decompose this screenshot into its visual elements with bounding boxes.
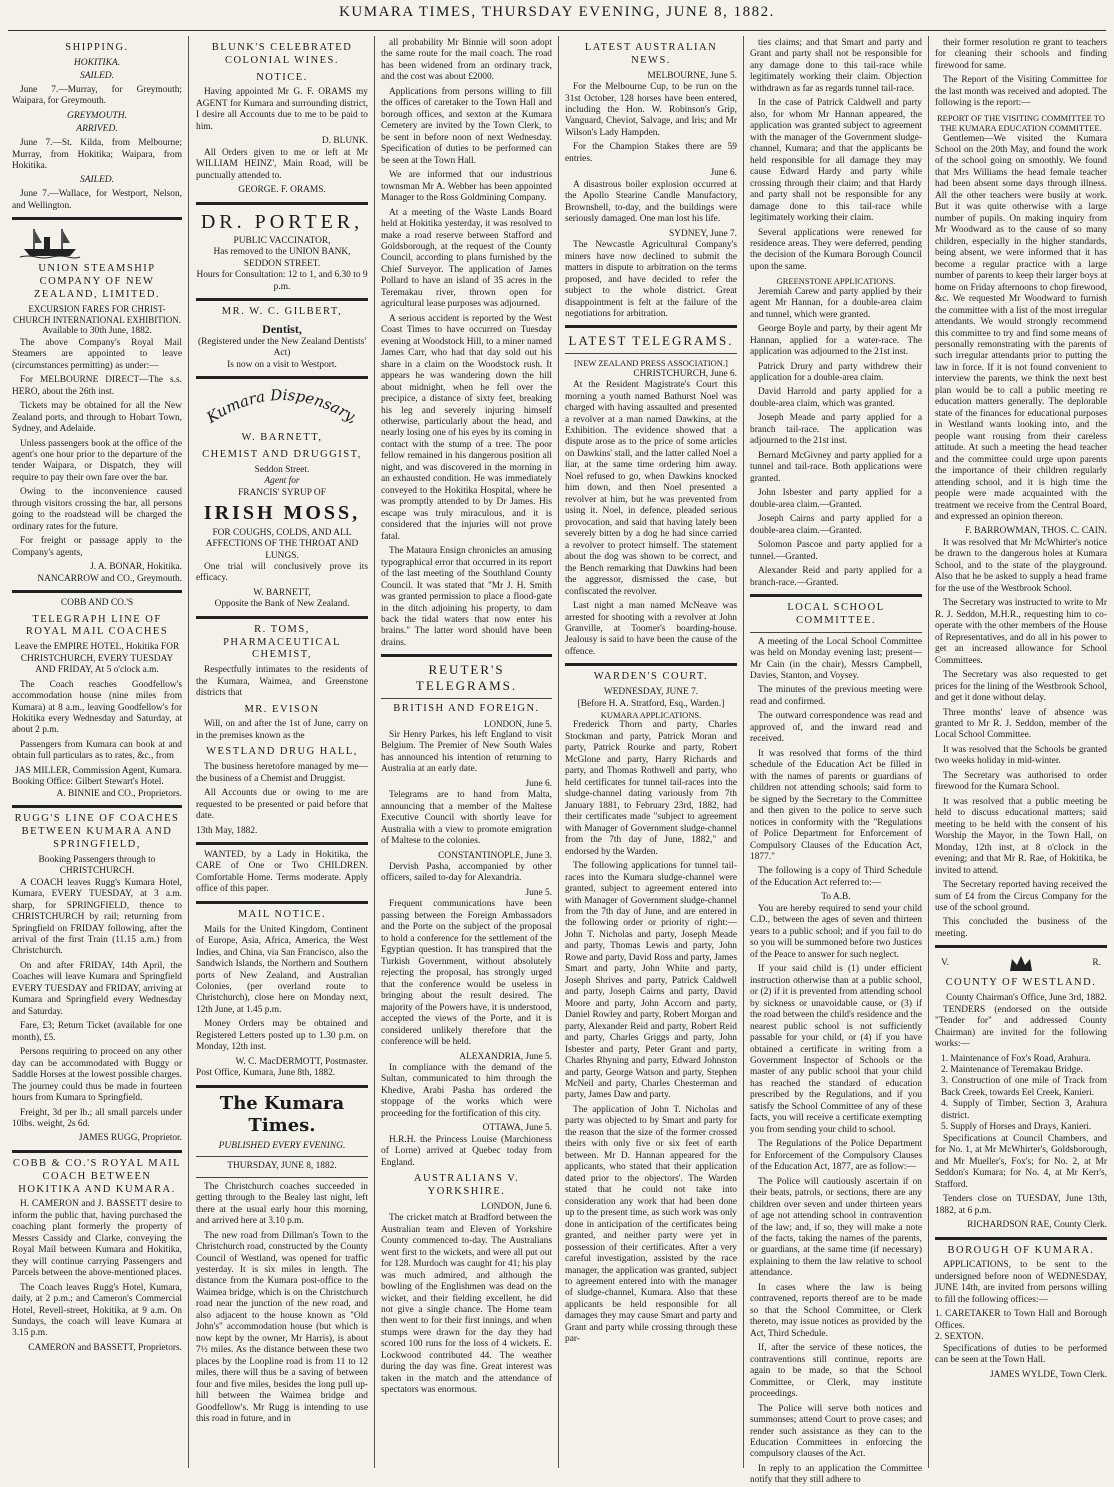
divider — [12, 217, 182, 220]
court-paragraph: ties claims; and that Smart and party and Grant and party shall not be responsible for any damage done to this tail-race while legitimately working their claim. Objection withdrawn as far as regards tunnel tail-race. — [750, 38, 922, 94]
works-list — [935, 1054, 1107, 1134]
column-divider — [928, 36, 929, 1468]
excursion-fares: EXCURSION FARES FOR CHRIST-CHURCH INTERNATIONAL EXHIBITION. — [13, 304, 181, 326]
booking-office: Booking Office: Gilbert Stewart's Hotel. — [12, 777, 164, 788]
dateline: CHRISTCHURCH, June 6. — [633, 368, 737, 379]
committee-paragraph: It was resolved that a public meeting be held to discuss educational matters; said meeting to be held with the consent of his Worship the Mayor, in the Town Hall, on Monday, 12th inst, at 8 o'clock in the evening; and that Mr R. Rae, of Hokitika, be invited to attend. — [935, 796, 1107, 876]
port-heading: HOKITIKA. — [73, 57, 121, 68]
ad-paragraph: Leave the EMPIRE HOTEL, Hokitika FOR CHRISTCHURCH, EVERY TUESDAY AND FRIDAY, At 5 o'clock a.m. — [14, 642, 180, 676]
committee-paragraph: The Secretary was authorised to order firewood for the Kumara School. — [935, 770, 1107, 793]
column-6 — [935, 38, 1107, 1468]
ad-paragraph: The business heretofore managed by me—the business of a Chemist and Druggist. — [196, 762, 368, 784]
dateline: June 5. — [525, 887, 552, 898]
ad-paragraph: Persons requiring to proceed on any other day can be accommodated with Buggy or Saddle Horses at the lowest possible charges. The journey could thus be made in fourteen hours from Kumara to Springfield. — [12, 1047, 182, 1104]
ad-paragraph: Mails for the United Kingdom, Continent of Europe, Asia, Africa, America, the West Indies, and China, via San Francisco, also the Sandwich Islands, the Northern and Southern ports of New Zealand, and Australian Colonies, (per overland route to Christchurch), close here on Monday next, 12th June, at 1.45 p.m. — [196, 924, 368, 1015]
works-item: 2. Maintenance of Teremakau Bridge. — [941, 1065, 1083, 1076]
editorial-paragraph: Applications from persons willing to fill the offices of caretaker to the Town Hall and borough offices, and sexton at the Kumara Cemetery are invited by the Town Clerk, to be sent in before noon of next Wednesday. Specification of duties to be performed can be seen at the Town Hall. — [381, 86, 552, 166]
dateline: CONSTANTINOPLE, June 3. — [438, 850, 552, 861]
gilbert-registration: (Registered under the New Zealand Dentists' Act) — [197, 336, 367, 359]
press-association: [NEW ZEALAND PRESS ASSOCIATION.] — [574, 358, 728, 369]
agent-for: Agent for — [264, 476, 300, 487]
works-item: 3. Construction of one mile of Track from Back Creek, towards Eel Creek, Kanieri. — [941, 1076, 1107, 1098]
court-before: [Before H. A. Stratford, Esq., Warden.] — [577, 698, 725, 709]
editorial-paragraph: The Christchurch coaches succeeded in getting through to the Bealey last night, left there at the usual early hour this morning, and arrived here at 3.10 p.m. — [196, 1181, 368, 1227]
gilbert-title: MR. W. C. GILBERT, — [221, 306, 343, 318]
ad-paragraph: Unless passengers book at the office of the agent's one hour prior to the departure of the tender Waipara, or Dispatch, they will require to pay their own fare over the bar. — [12, 438, 182, 483]
proprietor-signature: A. BINNIE and CO., Proprietors. — [56, 788, 182, 799]
column-divider — [188, 36, 189, 1468]
ad-paragraph: Will, on and after the 1st of June, carry on in the premises known as the — [196, 719, 368, 741]
report-signatures: F. BARROWMAN, THOS. C. CAIN. — [964, 526, 1107, 537]
availability-date: Available to 30th June, 1882. — [42, 326, 152, 337]
column-divider — [558, 36, 559, 1468]
committee-paragraph: The Report of the Visiting Committee for the last month was received and adopted. The following is the report:— — [935, 75, 1107, 109]
committee-paragraph: If, after the service of these notices, the contraventions still continue, reports are again to be made, so that the School Committee, or Clerk, may institute proceedings. — [750, 1343, 922, 1400]
office-item: 2. SEXTON. — [935, 1332, 984, 1343]
editorial-paragraph: At a meeting of the Waste Lands Board held at Hokitika yesterday, it was resolved to make a road reserve between Stafford and Goldsborough, at the request of the County Council, according to plans furnished by the Chief Surveyor. The application of James Pollard to have an island of 35 acres in the Teremakau river, thrown open for agricultural lease purposes was adjourned. — [381, 207, 552, 310]
porter-address: Has removed to the UNION BANK, SEDDON STREET. — [213, 247, 351, 269]
agent-signature: J. A. BONAR, Hokitika. — [90, 562, 182, 573]
application-item: David Harrold and party applied for a double-area claim, which was granted. — [750, 387, 922, 409]
editorial-paragraph: The new road from Dillman's Town to the Christchurch road, constructed by the County Council of Westland, was opened for traffic yesterday. It is six miles in length. The distance from the Kumara post-office to the Waimea bridge, which is on the Christchurch road near the junction of the new road, and also adjacent to the house known as "Old John's" accommodation house (but which is now kept by the owner, Mr Harris), is about 7½ miles. As the distance between these two places by the Loopline road is from 11 to 12 miles, there will thus be a saving of between four and five miles, besides the long pull up-hill between the Waimea bridge and Goodfellow's. Mr Rugg is intending to use this road in future, and in — [196, 1230, 368, 1425]
ad-paragraph: Passengers from Kumara can book at and obtain full particulars as to rates, &c., from — [12, 739, 182, 762]
application-item: Joseph Meade and party applied for a branch tail-race. The application was adjourned to the 21st inst. — [750, 413, 922, 447]
greenstone-subheading: GREENSTONE APPLICATIONS. — [776, 276, 896, 287]
evison-name: MR. EVISON — [244, 703, 320, 715]
shipping-item: June 7.—St. Kilda, from Melbourne; Murray, from Hokitika; Waipara, from Hokitika. — [12, 138, 182, 171]
report-heading: REPORT OF THE VISITING COMMITTEE TO THE KUMARA EDUCATION COMMITTEE. — [936, 112, 1105, 134]
ad-paragraph: The above Company's Royal Mail Steamers are appointed to leave (circumstances permitting) as under:— — [12, 337, 182, 371]
proprietor-signature: JAMES RUGG, Proprietor. — [78, 1133, 182, 1144]
ad-paragraph: Freight, 3d per lb.; all small parcels under 10lbs. weight, 2s 6d. — [12, 1107, 182, 1129]
australian-news-heading: LATEST AUSTRALIAN NEWS. — [584, 42, 718, 66]
ad-paragraph: Fare, £3; Return Ticket (available for one month), £5. — [12, 1021, 182, 1043]
union-steamship-title: UNION STEAMSHIP COMPANY OF NEW ZEALAND, LIMITED. — [33, 262, 161, 300]
telegram: Last night a man named McNeave was arrested for shooting with a revolver at John Granville, at Toomer's boarding-house. Jealousy is said to have been the cause of the offence. — [565, 601, 737, 657]
column-divider — [743, 36, 744, 1468]
telegram: H.R.H. the Princess Louise (Marchioness of Lorne) arrived at Quebec today from England. — [381, 1134, 552, 1168]
svg-text:Kumara Dispensary,: Kumara Dispensary, — [203, 386, 361, 428]
borough-paragraph: APPLICATIONS, to be sent to the undersigned before noon of WEDNESDAY, JUNE 14th, are invited from persons willing to fill the following offices:— — [935, 1260, 1107, 1305]
editorial-paragraph: The Mataura Ensign chronicles an amusing typographical error that occurred in its report of the last meeting of the Southland County Council. It was stated that "Mr J. H. Smith was granted permission to place a flood-gate in the ditch adjoining his property, to dam back the tidal waters that now enter his brains." The latter word should have been drains. — [381, 546, 552, 648]
masthead-rule — [8, 30, 1106, 31]
proprietor-signature: CAMERON and BASSETT, Proprietors. — [28, 1342, 182, 1353]
committee-paragraph: In cases where the law is being contravened, reports thereof are to be made so that the School Committee, or Clerk thereto, may issue notices as provided by the Act, Third Schedule. — [750, 1282, 922, 1339]
works-item: 1. Maintenance of Fox's Road, Arahura. — [941, 1053, 1091, 1064]
ad-paragraph: For MELBOURNE DIRECT—The s.s. HERO, about the 26th inst. — [12, 375, 182, 397]
works-item: 4. Supply of Timber, Section 3, Arahura district. — [941, 1099, 1107, 1121]
divider — [935, 1237, 1107, 1240]
royal-crest-row — [941, 953, 1101, 973]
column-4 — [565, 38, 737, 1468]
committee-paragraph: This concluded the business of the meeting. — [935, 917, 1107, 939]
barnett-location: Opposite the Bank of New Zealand. — [214, 599, 350, 610]
british-foreign-heading: BRITISH AND FOREIGN. — [393, 703, 540, 715]
telegram: Frequent communications have been passing between the Foreign Ambassadors and the Porte on the subject of the proposal to hold a conference for the settlement of the Egyptian question. It has transpired that the Turkish Government, without absolutely rejecting the proposal, has strongly urged that the conference would be useless in bringing about the result desired. The majority of the Powers have, it is understood, accepted the views of the Porte, and it is considered unlikely therefore that the conference will be held. — [381, 899, 552, 1048]
telegram: At the Resident Magistrate's Court this morning a youth named Bathurst Noel was charged with having assaulted and presented a revolver at a man named Dawkins, at the Exhibition. The evidence showed that a dispute arose as to the price of some articles on Dawkins' stall, and the latter called Noel a liar, at the same time ordering him away. Noel refused to go, when Dawkins knocked him down, and then Noel presented a revolver at him, but he was prevented from using it. Noel, in defence, pleaded serious provocation, and said that having lately been severely bitten by a dog he had since carried a revolver to protect himself. The statement about the dog was shown to be correct, and the Bench remarking that Dawkins had been the aggressor, dismissed the case, but confiscated the revolver. — [565, 380, 737, 597]
divider — [196, 376, 368, 379]
editorial-paragraph: We are informed that our industrious townsman Mr A. Webber has been appointed Manager to the Ross Goldmining Company. — [381, 170, 552, 204]
ad-paragraph: Respectfully intimates to the residents of the Kumara, Waimea, and Greenstone districts that — [196, 665, 368, 699]
editorial-paragraph: all probability Mr Binnie will soon adopt the same route for the mail coach. The road has been widened from an ordinary track, and the cost was about £2000. — [381, 38, 552, 83]
application-item: Patrick Drury and party withdrew their application for a double-area claim. — [750, 361, 922, 384]
works-item: 5. Supply of Horses and Drays, Kanieri. — [941, 1122, 1092, 1133]
application-item: Jeremiah Carew and party applied by their agent Mr Hannan, for a double-area claim and tunnel, which were granted. — [750, 286, 922, 320]
committee-paragraph: The Secretary was also requested to get prices for the lining of the Westbrook School, and get it done without delay. — [935, 670, 1107, 704]
dispensary-arc-title — [197, 384, 367, 428]
barnett-name: W. BARNETT, — [241, 432, 323, 444]
porter-role: PUBLIC VACCINATOR, — [233, 236, 331, 246]
borough-paragraph: Specifications of duties to be performed can be seen at the Town Hall. — [935, 1343, 1107, 1366]
ad-date: 13th May, 1882. — [196, 825, 258, 836]
notice-heading: NOTICE. — [256, 71, 308, 83]
francis-syrup: FRANCIS' SYRUP OF — [238, 487, 326, 498]
schedule-addressee: To A.B. — [821, 892, 851, 903]
divider — [12, 590, 182, 593]
committee-paragraph: It was resolved that forms of the third schedule of the Education Act be filled in with the names of parents or guardians of children not attending schools; said form to be signed by the Secretary to the Committee and then given to the police to serve such notices in conformity with the "Regulations of Police Department for Enforcement of Compulsory Clauses of the Education Act, 1877." — [750, 748, 922, 863]
barnett-address: Seddon Street. — [254, 464, 310, 475]
divider — [12, 805, 182, 808]
dateline: MELBOURNE, June 5. — [647, 70, 737, 81]
westland-drug-hall: WESTLAND DRUG HALL, — [206, 746, 358, 758]
office-item: 1. CARETAKER to Town Hall and Borough Offices. — [935, 1309, 1107, 1331]
arrived-label: ARRIVED. — [76, 124, 118, 135]
porter-title: DR. PORTER, — [200, 210, 364, 233]
committee-paragraph: The Police will serve both notices and summonses; attend Court to prove cases; and render such assistance as they can to the Education Committees in enforcing the compulsory clauses of the Act. — [750, 1403, 922, 1460]
crest-letter: R. — [1092, 957, 1101, 968]
ad-paragraph: For freight or passage apply to the Company's agents, — [12, 536, 182, 558]
column-3 — [381, 38, 552, 1468]
telegram: In compliance with the demand of the Sultan, communicated to him through the Khedive, Arabi Pasha has ordered the stoppage of the works which were proceeding for the fortification of this city. — [381, 1062, 552, 1119]
application-item: Bernard McGivney and party applied for a tunnel and tail-race. Both applications were granted. — [750, 450, 922, 484]
telegram: Dervish Pasha, accompanied by other officers, sailed to-day for Alexandria. — [381, 862, 552, 884]
committee-paragraph: The Police will cautiously ascertain if on their beats, patrols, or sections, there are any children over seven and under thirteen years of age not attending school in contravention of the law; and, if so, they will make a note of the facts, taking the names of the parents, or guardians, at the same time (if necessary) explaining to them the law relative to school attendance. — [750, 1176, 922, 1279]
application-item: John Isbester and party applied for a double-area claim.—Granted. — [750, 488, 922, 510]
application-item: George Boyle and party, by their agent Mr Hannan, applied for a water-race. The application was adjourned to the 21st inst. — [750, 324, 922, 358]
committee-paragraph: If your said child is (1) under efficient instruction otherwise than at a public school, or (2) if it is prevented from attending school by sickness or unavoidable cause, or (3) if the road between the child's residence and the nearest public school is not sufficiently passable for your child, or (4) if you have obtained a certificate in writing from a Government Inspector of Schools or the master of any public school that your child has reached the standard of education prescribed by the Regulations, and if you satisfy the School Committee of any of these facts, you will receive a certificate exempting you from sending your child to school. — [750, 964, 922, 1135]
divider — [196, 1177, 368, 1178]
ad-paragraph: All Orders given to me or left at Mr WILLIAM HEINZ', Main Road, will be punctually attended to. — [196, 147, 368, 181]
divider — [565, 663, 737, 666]
committee-paragraph: Three months' leave of absence was granted to Mr R. J. Seddon, member of the Local School Committee. — [935, 707, 1107, 741]
divider — [565, 353, 737, 354]
column-5 — [750, 38, 922, 1486]
divider — [750, 632, 922, 633]
school-committee-heading: LOCAL SCHOOL COMMITTEE. — [787, 601, 885, 626]
masthead: KUMARA TIMES, THURSDAY EVENING, JUNE 8, 1882. — [339, 4, 775, 20]
application-item: Alexander Reid and party applied for a branch-race.—Granted. — [750, 566, 922, 588]
committee-paragraph: Gentlemen—We visited the Kumara School on the 20th May, and found the work of the school going on smoothly. We found that Mrs Williams the head female teacher had been absent some days through illness. All the other teachers were busily at work. But it was quite otherwise with a large number of pupils. On making inquiry from Mr Woodward as to the cause of so many children, especially in the higher standards, being absent, we were informed that it has become a regular practice with a large number of parents to keep their larger boys at home on Friday afternoons to chop firewood, &c. We requested Mr Woodward to furnish the committee with a list of the most irregular attendants. We would strongly recommend this committee to try and find some means of personally remonstrating with the parents of such irregular attendants prior to putting the law in force. If it is not found convenient to interview the parents, we think the next best plan would be to call a public meeting re education matters generally. The deplorable state of the finances for educational purposes in Westland wants looking into, and the people want rousing from their careless attitude. At such a meeting the head teacher and the committee could urge upon parents the importance of their children regularly attending school, and it is high time the people were made acquainted with the treatment we receive from the Central Board, and expressed an opinion thereon. — [935, 133, 1107, 522]
committee-paragraph: In reply to an application the Committee notify that they still adhere to — [750, 1463, 922, 1486]
toms-title: R. TOMS, PHARMACEUTICAL CHEMIST, — [223, 623, 341, 661]
court-paragraph: Several applications were renewed for residence areas. They were deferred, pending the decision of the Kumara Borough Council upon the same. — [750, 227, 922, 272]
tender-paragraph: Specifications at Council Chambers, and for No. 1, at Mr McWhirter's, Goldsborough, and Mr Mueller's, Fox's; for No. 2, at Mr Seddon's Kumara; for No. 4, at Mr Kerr's, Stafford. — [935, 1133, 1107, 1190]
divider — [196, 202, 368, 205]
port-heading: GREYMOUTH. — [67, 110, 127, 121]
steamship-icon — [20, 225, 80, 259]
committee-paragraph: It was resolved that the Schools be granted two weeks holiday in mid-winter. — [935, 744, 1107, 767]
column-2 — [196, 38, 368, 1468]
dateline: LONDON, June 5. — [484, 718, 552, 729]
committee-paragraph: It was resolved that Mr McWhirter's notice be drawn to the dangerous holes at Kumara School, and to the state of the playground. Also that he be asked to supply a head frame for the use of the Westbrook School. — [935, 537, 1107, 594]
latest-telegrams-heading: LATEST TELEGRAMS. — [568, 333, 734, 349]
crown-icon — [1008, 953, 1034, 973]
county-heading: COUNTY OF WESTLAND. — [945, 977, 1097, 989]
application-item: Joseph Cairns and party applied for a double-area claim.—Granted. — [750, 514, 922, 536]
applications-subheading: KUMARA APPLICATIONS. — [600, 710, 702, 721]
tender-paragraph: TENDERS (endorsed on the outside "Tender for" and addressed County Chairman) are invited for the following works:— — [935, 1004, 1107, 1050]
town-clerk-signature: JAMES WYLDE, Town Clerk. — [990, 1369, 1107, 1380]
porter-hours: Hours for Consultation: 12 to 1, and 6.30 to 9 p.m. — [196, 270, 368, 292]
county-office: County Chairman's Office, June 3rd, 1882. — [946, 993, 1107, 1004]
committee-paragraph: The Secretary reported having received the sum of £4 from the Circus Company for the use of the school ground. — [935, 880, 1107, 913]
rugg-subtitle: Booking Passengers through to CHRISTCHURCH. — [38, 854, 156, 877]
barnett-title: CHEMIST AND DRUGGIST, — [202, 448, 362, 460]
dateline: ALEXANDRIA, June 5. — [459, 1051, 552, 1062]
ad-paragraph: A COACH leaves Rugg's Kumara Hotel, Kumara, EVERY TUESDAY, at 3 a.m. sharp, for SPRINGFIELD, thence to CHRISTCHURCH by rail; returning from Springfield on FRIDAY following, after the arrival of the first Train (11.15 a.m.) from Christchurch. — [12, 877, 182, 957]
ad-paragraph: H. CAMERON and J. BASSETT desire to inform the public that, having purchased the coaching plant formerly the property of Messrs Cassidy and Clarke, conveying the Royal Mail between Kumara and Hokitika, they will continue carrying Passengers and Parcels between the above-mentioned places. — [12, 1199, 182, 1279]
application-item: Solomon Pascoe and party applied for a tunnel.—Granted. — [750, 540, 922, 562]
postmaster-signature: W. C. MacDERMOTT, Postmaster. — [235, 1056, 368, 1067]
ad-paragraph: One trial will conclusively prove its efficacy. — [196, 561, 368, 584]
divider — [196, 1156, 368, 1157]
divider — [12, 1150, 182, 1153]
ad-paragraph: Having appointed Mr G. F. ORAMS my AGENT for Kumara and surrounding district, I desire all Accounts due to me to be paid to him. — [196, 87, 368, 132]
crest-letter: V. — [941, 957, 949, 968]
ad-paragraph: Owing to the inconvenience caused through visitors crossing the bar, all persons going to the roadstead will be charged the ordinary rates for the future. — [12, 487, 182, 532]
telegram: For the Champion Stakes there are 59 entries. — [565, 142, 737, 164]
cobb-heading: COBB AND CO.'S — [60, 598, 134, 609]
wanted-ad: WANTED, by a Lady in Hokitika, the CARE of One or Two CHILDREN. Comfortable Home. Terms moderate. Apply office of this paper. — [196, 849, 368, 895]
committee-paragraph: You are hereby required to send your child C.D., between the ages of seven and thirteen years to a public school; and if you fail to do so you will be summoned before two Justices of the Peace to answer for such neglect. — [750, 903, 922, 960]
rugg-title: RUGG'S LINE OF COACHES BETWEEN KUMARA AND SPRINGFIELD, — [14, 813, 180, 850]
blunk-title: BLUNK'S CELEBRATED COLONIAL WINES. — [211, 42, 353, 66]
court-date: WEDNESDAY, JUNE 7. — [603, 687, 699, 698]
divider — [750, 594, 922, 597]
telegram: Telegrams are to hand from Malta, announcing that a member of the Maltese Executive Council with shortly leave for Australia with a view to promote emigration of Maltese to the colonies. — [381, 790, 552, 847]
sailed-label: SAILED. — [79, 175, 115, 186]
telegram: The cricket match at Bradford between the Australian team and Eleven of Yorkshire County commenced to-day. The Australians went first to the wickets, and were all put out for 128. Murdoch was caught for 41; his play was much admired, and although the bowling of the Englishmen was dead on the wicket, and their fielding excellent, he did not give a single chance. The Home team then went to for their first innings, and when stumps were drawn for the day they had scored 100 runs for the loss of 4 wickets. E. Lockwood contributed 44. The weather during the day was fine. Great interest was taken in the match and the attendance of spectators was enormous. — [381, 1213, 552, 1396]
divider — [196, 298, 368, 301]
published-label: PUBLISHED EVERY EVENING. — [218, 1140, 346, 1151]
signature: GEORGE. F. ORAMS. — [238, 185, 326, 196]
divider — [935, 945, 1107, 948]
divider — [196, 842, 368, 845]
telegram: Sir Henry Parkes, his left England to visit Belgium. The Premier of New South Wales has announced his intention of returning to Australia at an early date. — [381, 729, 552, 775]
committee-paragraph: their former resolution re grant to teachers for cleaning their schools and finding firewood for same. — [935, 38, 1107, 71]
dateline: June 6. — [525, 778, 552, 789]
telegram: For the Melbourne Cup, to be run on the 31st October, 128 horses have been entered, including the Hon. W. Robinson's Grip, Vanguard, Cheviot, Salvage, and Iris; and Mr Wilson's Lady Hampden. — [565, 82, 737, 138]
court-paragraph: The following applications for tunnel tail-races into the Kumara sludge-channel were granted, subject to agreement entered into with Manager of Government sludge-channel from the 7th day of June, and are entered in the following order or priority of right:—John T. Nicholas and party, Joseph Meade and party, Thomas Lewis and party, John Rowe and party, David Ross and party, James Smart and party, John White and party, Joseph Shrives and party, Patrick Caldwell and party, Joseph Cairns and party, David Moore and party, John Accorn and party, Daniel Rowley and party, Robert Morgan and party, Alexander Reid and party, Robert Reid and party, Charles Griggs and party, John Isbester and party, Peter Grant and party, Charles Rhyning and party, Edward Johnston and party, George Watson and party, Stephen McNeil and party, Charles Chesterman and party, James Daw and party. — [565, 861, 737, 1101]
signature: W. BARNETT, — [253, 587, 311, 598]
court-paragraph: In the case of Patrick Caldwell and party also, for whom Mr Hannan appeared, the application was granted subject to agreement with the manager of the Government sludge-channel, Kumara; and that the applicants be held responsible for all damage they may cause Edward Hardy and party while crossing through their claim; and that Hardy and party shall not be responsible for any damage done to this tail-race while legitimately working their claim. — [750, 98, 922, 224]
county-clerk-signature: RICHARDSON RAE, County Clerk. — [967, 1220, 1107, 1231]
cobb2-title: COBB & CO.'S ROYAL MAIL COACH BETWEEN HOKITIKA AND KUMARA. — [12, 1157, 182, 1195]
gilbert-visit: Is now on a visit to Westport. — [227, 359, 337, 370]
court-paragraph: Frederick Thorn and party, Charles Stockman and party, Patrick Moran and party, Patrick Rourke and party, Robert McGlone and party, Harry Richards and party, and Thomas Rothwell and party, who held certificates for tunnel tail-races into the sludge-channel dating variously from 7th January 1881, to February 23rd, 1882, had their certificates made "subject to agreement with Manager of Government sludge-channel from the 7th day of June, 1882," and endorsed by the Warden. — [565, 720, 737, 857]
cobb-title: TELEGRAPH LINE OF ROYAL MAIL COACHES — [25, 613, 169, 638]
committee-paragraph: The following is a copy of Third Schedule of the Education Act referred to:— — [750, 866, 922, 888]
divider — [381, 698, 552, 699]
cricket-heading: AUSTRALIANS V. YORKSHIRE. — [413, 1173, 520, 1197]
editorial-paragraph: A serious accident is reported by the West Coast Times to have occurred on Tuesday evening at Woodstock Hill, to a miner named James Carr, who had that day sold out his share in a claim on the Woodstock rush. It appears he was wandering down the hill about midnight, when he fell over the precipice, a distance of sixty feet, breaking his leg and severely injuring himself otherwise, particularly about the head, and nearly losing one of his eyes by its coming in contact with the stump of a tree. The poor fellow remained in his dangerous position all night, and was discovered in the morning in an exhausted condition. He was immediately conveyed to the Hokitika Hospital, where he was promptly attended to by Dr James. His escape was truly miraculous, and it is considered that the injuries will not prove fatal. — [381, 313, 552, 542]
telegram: A disastrous boiler explosion occurred at the Apollo Stearine Candle Manufactory, Brownshell, to-day, and the buildings were seriously damaged. One man lost his life. — [565, 179, 737, 225]
agent-signature: NANCARROW and CO., Greymouth. — [37, 573, 182, 584]
committee-paragraph: The minutes of the previous meeting were read and confirmed. — [750, 685, 922, 707]
dateline: SYDNEY, June 7. — [668, 228, 737, 239]
committee-paragraph: The Secretary was instructed to write to Mr R. J. Seddon, M.H.R., requesting him to co-operate with the other members of the House of Representatives, and do all in his power to get an increased allowance for School Committees. — [935, 598, 1107, 666]
shipping-item: June 7.—Wallace, for Westport, Nelson, and Wellington. — [12, 189, 182, 211]
court-paragraph: The application of John T. Nicholas and party was objected to by Smart and party for the reason that the size of the former crossed theirs with only five or six feet of earth between. Mr D. Hannan appeared for the applicants, who stated that their application dated prior to the objectors'. The Warden stated that he could not take into consideration any work that had been done up to the present time, as such work was only done in anticipation of the certificates being granted, and neither party were yet in possession of their certificates. After a very careful investigation, assisted by the race manager, the application was granted, subject to agreement entered into with the manager of sludge-channel, Kumara. Also that these applicants be held responsible for all damages they may cause Smart and party and Grant and party while crossing through these par- — [565, 1104, 737, 1345]
moss-uses: FOR COUGHS, COLDS, AND ALL AFFECTIONS OF THE THROAT AND LUNGS. — [205, 527, 359, 561]
agent-signature: JAS MILLER, Commission Agent, Kumara. — [15, 765, 182, 776]
column-divider — [374, 36, 375, 1468]
wardens-court-heading: WARDEN'S COURT. — [593, 671, 709, 683]
committee-paragraph: The Regulations of the Police Department for Enforcement of the Compulsory Clauses of the Education Act, 1877, are as follow:— — [750, 1139, 922, 1173]
irish-moss-title: IRISH MOSS, — [203, 502, 361, 525]
dateline: OTTAWA, June 5. — [482, 1123, 552, 1134]
tender-paragraph: Tenders close on TUESDAY, June 13th, 1882, at 6 p.m. — [935, 1194, 1107, 1216]
dentist-label: Dentist, — [262, 322, 302, 337]
committee-paragraph: The outward correspondence was read and approved of, and the inward read and received. — [750, 711, 922, 745]
ad-paragraph: Money Orders may be obtained and Registered Letters posted up to 1.30 p.m. on Monday, 12th inst. — [196, 1019, 368, 1053]
post-office-date: Post Office, Kumara, June 8th, 1882. — [196, 1068, 336, 1079]
divider — [196, 901, 368, 904]
newspaper-title: The Kumara Times. — [219, 1092, 345, 1136]
reuters-heading: REUTER'S TELEGRAMS. — [415, 662, 518, 694]
borough-heading: BOROUGH OF KUMARA. — [947, 1244, 1095, 1256]
mail-notice-heading: MAIL NOTICE. — [237, 908, 327, 920]
committee-paragraph: A meeting of the Local School Committee was held on Monday evening last; present—Mr Cain (in the chair), Messrs Campbell, Davies, Stanton, and Voysey. — [750, 636, 922, 681]
sailed-label: SAILED. — [79, 71, 115, 82]
dateline: June 6. — [710, 168, 737, 179]
issue-date: THURSDAY, JUNE 8, 1882. — [227, 1161, 337, 1172]
divider — [565, 325, 737, 328]
signature: D. BLUNK. — [321, 136, 368, 147]
ad-paragraph: The Coach leaves Rugg's Hotel, Kumara, daily, at 2 p.m.; and Cameron's Commercial Hotel, Revell-street, Hokitika, at 9 a.m. On Sundays, the coach will leave Kumara at 3.15 p.m. — [12, 1282, 182, 1339]
divider — [196, 616, 368, 619]
shipping-item: June 7.—Murray, for Greymouth; Waipara, for Greymouth. — [12, 84, 182, 107]
ad-paragraph: The Coach reaches Goodfellow's accommodation house (nine miles from Kumara) at 8 a.m., leaving Goodfellow's for Hokitika every Wednesday and Saturday, at about 2 p.m. — [12, 679, 182, 736]
divider — [196, 1085, 368, 1088]
dateline: LONDON, June 6. — [481, 1201, 552, 1212]
ad-paragraph: All Accounts due or owing to me are requested to be presented or paid before that date. — [196, 788, 368, 822]
telegram: The Newcastle Agricultural Company's miners have now declined to submit the matters in dispute to arbitration on the terms proposed, and have decided to refer the subject to the whole district. Great disappointment is felt at the failure of the negotiations for arbitration. — [565, 240, 737, 319]
ad-paragraph: Tickets may be obtained for all the New Zealand ports, and through to Hobart Town, Sydney, and Adelaide. — [12, 401, 182, 435]
shipping-heading: SHIPPING. — [65, 42, 129, 53]
column-1 — [12, 38, 182, 1468]
divider — [381, 654, 552, 657]
ad-paragraph: On and after FRIDAY, 14th April, the Coaches will leave Kumara and Springfield EVERY TUESDAY and FRIDAY, arriving at Kumara and Springfield every Wednesday and Saturday. — [12, 960, 182, 1017]
